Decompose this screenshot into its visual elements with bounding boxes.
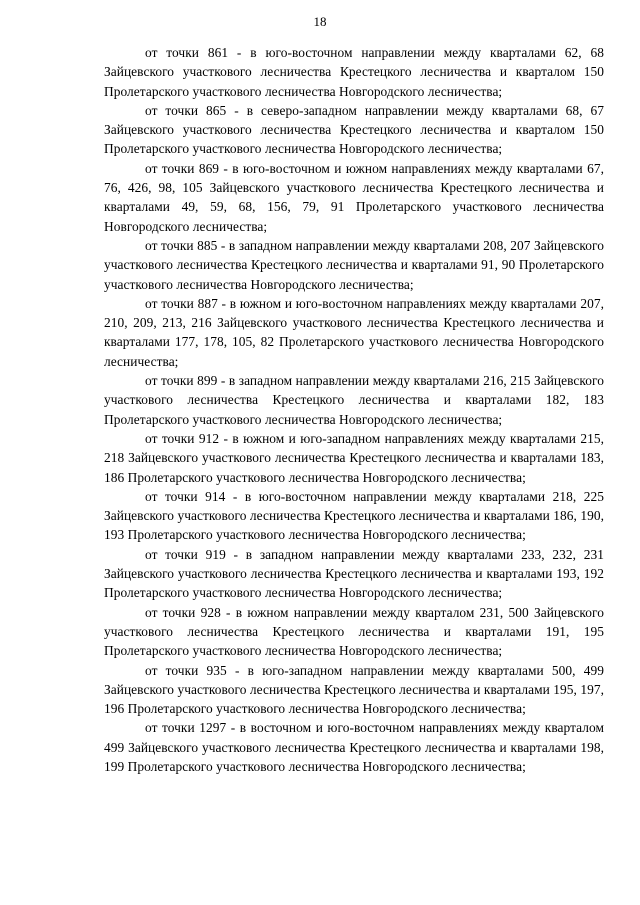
paragraph: от точки 1297 - в восточном и юго-восточном направлениях между кварталом 499 Зайцевского участкового лесничества Крестецкого лесничества и кварталами 198, 199 Пролетарского участкового лесничества Новгородского лесничества; bbox=[104, 720, 604, 774]
paragraph: от точки 928 - в южном направлении между кварталом 231, 500 Зайцевского участкового лесничества Крестецкого лесничества и кварталами 191, 195 Пролетарского участкового лесничества Новгородского лесничества; bbox=[104, 604, 604, 659]
paragraph: от точки 865 - в северо-западном направлении между кварталами 68, 67 Зайцевского участкового лесничества Крестецкого лесничества и кварталом 150 Пролетарского участкового лесничества Новгородского лесничества; bbox=[104, 102, 604, 157]
paragraph: от точки 869 - в юго-восточном и южном направлениях между кварталами 67, 76, 426, 98, 105 Зайцевского участкового лесничества Крестецкого лесничества и кварталами 49, 59, 68, 156, 79, 91 Пролетарского участкового лесничества Новгородского лесничества; bbox=[104, 160, 604, 234]
paragraph: от точки 919 - в западном направлении между кварталами 233, 232, 231 Зайцевского участкового лесничества Крестецкого лесничества и кварталами 193, 192 Пролетарского участкового лесничества Новгородского лесничества; bbox=[104, 546, 604, 601]
paragraph: от точки 912 - в южном и юго-западном направлениях между кварталами 215, 218 Зайцевского участкового лесничества Крестецкого лесничества и кварталами 183, 186 Пролетарского участкового лесничества Новгородского лесничества; bbox=[104, 430, 604, 485]
paragraph: от точки 935 - в юго-западном направлении между кварталами 500, 499 Зайцевского участкового лесничества Крестецкого лесничества и кварталами 195, 197, 196 Пролетарского участкового лесничества Новгородского лесничества; bbox=[104, 662, 604, 717]
paragraph: от точки 861 - в юго-восточном направлении между кварталами 62, 68 Зайцевского участкового лесничества Крестецкого лесничества и кварталом 150 Пролетарского участкового лесничества Новгородского лесничества; bbox=[104, 45, 604, 99]
paragraph: от точки 914 - в юго-восточном направлении между кварталами 218, 225 Зайцевского участкового лесничества Крестецкого лесничества и кварталами 186, 190, 193 Пролетарского участкового лесничества Новгородского лесничества; bbox=[104, 488, 604, 543]
page-number: 18 bbox=[313, 14, 327, 29]
paragraph: от точки 887 - в южном и юго-восточном направлениях между кварталами 207, 210, 209, 213, 216 Зайцевского участкового лесничества Крестецкого лесничества и кварталами 177, 178, 105, 82 Пролетарского участкового лесничества Новгородского лесничества; bbox=[104, 295, 604, 369]
document-body bbox=[104, 43, 604, 776]
paragraph: от точки 899 - в западном направлении между кварталами 216, 215 Зайцевского участкового лесничества Крестецкого лесничества и кварталами 182, 183 Пролетарского участкового лесничества Новгородского лесничества; bbox=[104, 373, 604, 427]
paragraph: от точки 885 - в западном направлении между кварталами 208, 207 Зайцевского участкового лесничества Крестецкого лесничества и кварталами 91, 90 Пролетарского участкового лесничества Новгородского лесничества; bbox=[104, 237, 604, 292]
